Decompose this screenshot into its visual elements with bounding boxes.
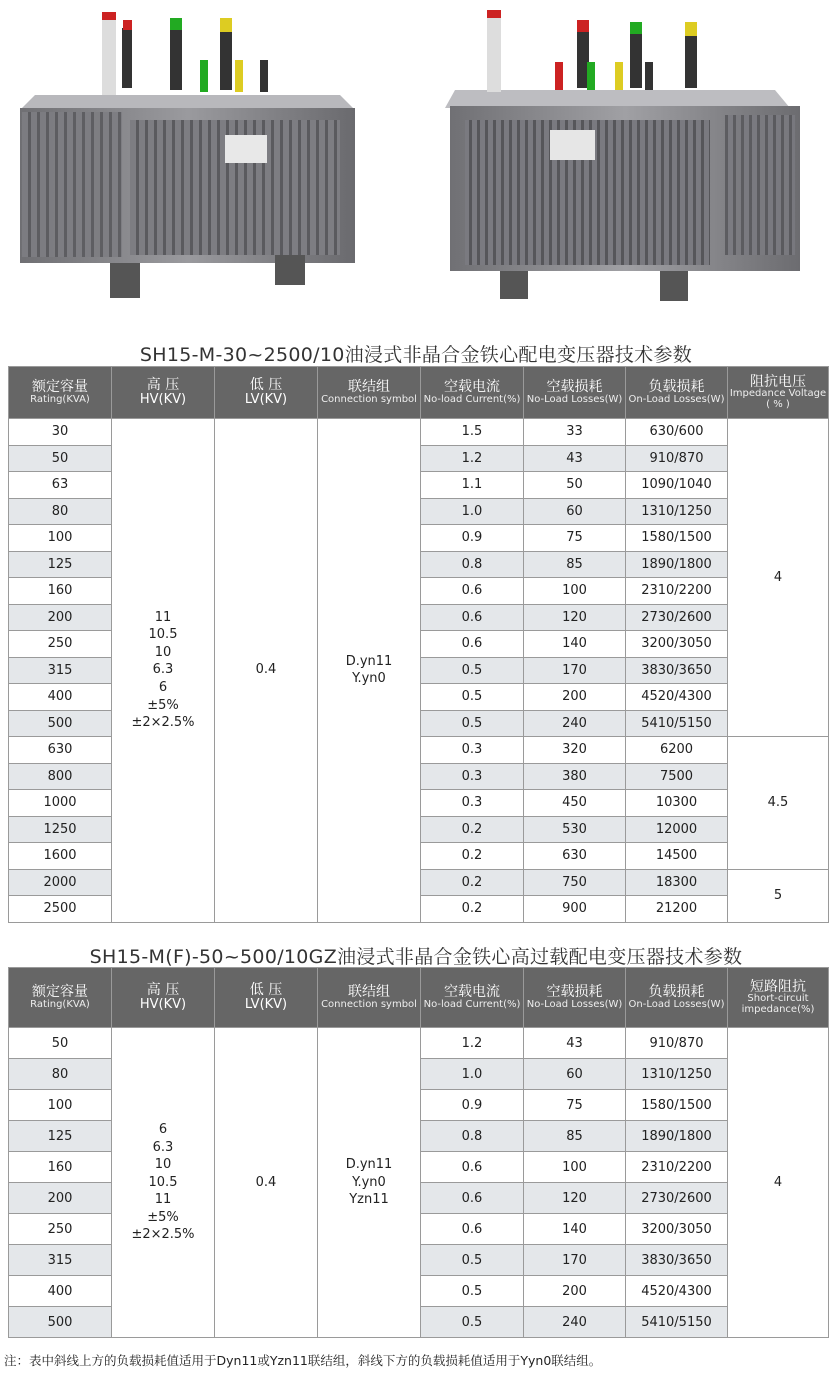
transformer-photo-right — [445, 0, 805, 320]
onload-losses-cell: 5410/5150 — [626, 710, 728, 737]
noload-current-cell: 1.0 — [421, 1059, 524, 1090]
table1-header-row — [9, 367, 829, 419]
hv-cell-line: 11 — [154, 609, 172, 625]
header-noload-losses: 空载损耗 No-Load Losses(W) — [524, 367, 626, 419]
connection-cell-line: Y.yn0 — [352, 1174, 386, 1190]
hv-cell-line: 6 — [158, 680, 168, 696]
header-impedance: 阻抗电压 Impedance Voltage ( % ) — [728, 367, 829, 419]
hv-cell-line: 10.5 — [148, 627, 178, 643]
impedance-cell: 4.5 — [728, 737, 829, 870]
onload-losses-cell: 1310/1250 — [626, 498, 728, 525]
noload-current-cell: 0.3 — [421, 790, 524, 817]
header-noload-current: 空载电流 No-load Current(%) — [421, 968, 524, 1028]
noload-current-cell: 0.5 — [421, 1307, 524, 1338]
hv-cell-line: 10.5 — [148, 1174, 178, 1190]
connection-cell-line: Y.yn0 — [352, 671, 386, 687]
impedance-cell: 5 — [728, 869, 829, 922]
rating-cell: 160 — [9, 578, 112, 605]
onload-losses-cell: 10300 — [626, 790, 728, 817]
header-noload-current: 空载电流 No-load Current(%) — [421, 367, 524, 419]
rating-cell: 400 — [9, 1276, 112, 1307]
noload-current-cell: 0.6 — [421, 1183, 524, 1214]
rating-cell: 125 — [9, 1121, 112, 1152]
header-onload-losses: 负载损耗 On-Load Losses(W) — [626, 367, 728, 419]
onload-losses-cell: 1090/1040 — [626, 472, 728, 499]
onload-losses-cell: 2310/2200 — [626, 1152, 728, 1183]
spec-table-2 — [8, 967, 829, 1338]
hv-cell-line: ±2×2.5% — [131, 1227, 195, 1243]
onload-losses-cell: 910/870 — [626, 445, 728, 472]
noload-current-cell: 1.2 — [421, 1028, 524, 1059]
noload-current-cell: 0.2 — [421, 869, 524, 896]
connection-cell-line: Yzn11 — [349, 1192, 389, 1208]
onload-losses-cell: 630/600 — [626, 419, 728, 446]
connection-cell — [318, 1028, 421, 1338]
header-connection: 联结组 Connection symbol — [318, 968, 421, 1028]
noload-losses-cell: 240 — [524, 1307, 626, 1338]
noload-losses-cell: 75 — [524, 1090, 626, 1121]
onload-losses-cell: 1580/1500 — [626, 525, 728, 552]
noload-current-cell: 0.8 — [421, 551, 524, 578]
header-noload-losses: 空载损耗 No-Load Losses(W) — [524, 968, 626, 1028]
rating-cell: 200 — [9, 604, 112, 631]
noload-current-cell: 0.9 — [421, 1090, 524, 1121]
transformer-photo-left — [10, 0, 360, 320]
noload-current-cell: 0.6 — [421, 1152, 524, 1183]
noload-current-cell: 0.6 — [421, 1214, 524, 1245]
rating-cell: 1600 — [9, 843, 112, 870]
noload-current-cell: 0.3 — [421, 737, 524, 764]
rating-cell: 80 — [9, 1059, 112, 1090]
header-lv: 低 压 LV(KV) — [215, 968, 318, 1028]
rating-cell: 250 — [9, 631, 112, 658]
connection-cell-line: D.yn11 — [345, 1157, 393, 1173]
rating-cell: 630 — [9, 737, 112, 764]
hv-cell-line: 6 — [158, 1122, 168, 1138]
spec-table-1 — [8, 366, 829, 923]
onload-losses-cell: 1890/1800 — [626, 1121, 728, 1152]
onload-losses-cell: 4520/4300 — [626, 1276, 728, 1307]
impedance-cell: 4 — [728, 1028, 829, 1338]
noload-losses-cell: 43 — [524, 1028, 626, 1059]
noload-losses-cell: 140 — [524, 1214, 626, 1245]
table-row — [9, 419, 829, 446]
hv-cell-line: 11 — [154, 1192, 172, 1208]
connection-cell-line: D.yn11 — [345, 653, 393, 669]
hv-cell-line: 6.3 — [152, 1139, 174, 1155]
rating-cell: 125 — [9, 551, 112, 578]
onload-losses-cell: 5410/5150 — [626, 1307, 728, 1338]
noload-losses-cell: 630 — [524, 843, 626, 870]
rating-cell: 1250 — [9, 816, 112, 843]
rating-cell: 30 — [9, 419, 112, 446]
rating-cell: 50 — [9, 1028, 112, 1059]
noload-losses-cell: 240 — [524, 710, 626, 737]
rating-cell: 80 — [9, 498, 112, 525]
noload-current-cell: 1.2 — [421, 445, 524, 472]
rating-cell: 100 — [9, 1090, 112, 1121]
header-rating: 额定容量 Rating(KVA) — [9, 367, 112, 419]
noload-losses-cell: 380 — [524, 763, 626, 790]
header-rating: 额定容量 Rating(KVA) — [9, 968, 112, 1028]
hv-cell-line: 10 — [154, 644, 172, 660]
rating-cell: 2000 — [9, 869, 112, 896]
noload-losses-cell: 200 — [524, 684, 626, 711]
noload-losses-cell: 750 — [524, 869, 626, 896]
header-connection: 联结组 Connection symbol — [318, 367, 421, 419]
onload-losses-cell: 910/870 — [626, 1028, 728, 1059]
rating-cell: 250 — [9, 1214, 112, 1245]
rating-cell: 400 — [9, 684, 112, 711]
noload-current-cell: 0.2 — [421, 816, 524, 843]
noload-current-cell: 0.5 — [421, 710, 524, 737]
hv-cell-line: ±5% — [147, 1209, 179, 1225]
noload-current-cell: 0.5 — [421, 657, 524, 684]
rating-cell: 500 — [9, 1307, 112, 1338]
rating-cell: 315 — [9, 1245, 112, 1276]
table2-header-row — [9, 968, 829, 1028]
noload-losses-cell: 900 — [524, 896, 626, 923]
onload-losses-cell: 1580/1500 — [626, 1090, 728, 1121]
onload-losses-cell: 4520/4300 — [626, 684, 728, 711]
noload-losses-cell: 85 — [524, 1121, 626, 1152]
noload-losses-cell: 50 — [524, 472, 626, 499]
table2-title: SH15-M(F)-50~500/10GZ油浸式非晶合金铁心高过载配电变压器技术参数 — [89, 946, 743, 968]
noload-losses-cell: 85 — [524, 551, 626, 578]
noload-losses-cell: 120 — [524, 604, 626, 631]
noload-current-cell: 0.5 — [421, 684, 524, 711]
hv-cell-line: ±2×2.5% — [131, 715, 195, 731]
onload-losses-cell: 7500 — [626, 763, 728, 790]
onload-losses-cell: 3200/3050 — [626, 631, 728, 658]
header-hv: 高 压 HV(KV) — [112, 968, 215, 1028]
rating-cell: 160 — [9, 1152, 112, 1183]
hv-cell-line: 6.3 — [152, 662, 174, 678]
lv-cell: 0.4 — [215, 419, 318, 923]
rating-cell: 100 — [9, 525, 112, 552]
noload-current-cell: 0.8 — [421, 1121, 524, 1152]
onload-losses-cell: 2310/2200 — [626, 578, 728, 605]
table1-title: SH15-M-30~2500/10油浸式非晶合金铁心配电变压器技术参数 — [139, 344, 693, 366]
onload-losses-cell: 14500 — [626, 843, 728, 870]
noload-losses-cell: 200 — [524, 1276, 626, 1307]
impedance-cell: 4 — [728, 419, 829, 737]
hv-cell-line: 10 — [154, 1157, 172, 1173]
onload-losses-cell: 21200 — [626, 896, 728, 923]
noload-losses-cell: 75 — [524, 525, 626, 552]
noload-current-cell: 0.6 — [421, 578, 524, 605]
onload-losses-cell: 18300 — [626, 869, 728, 896]
onload-losses-cell: 3830/3650 — [626, 1245, 728, 1276]
rating-cell: 63 — [9, 472, 112, 499]
rating-cell: 200 — [9, 1183, 112, 1214]
noload-losses-cell: 100 — [524, 578, 626, 605]
rating-cell: 315 — [9, 657, 112, 684]
footnote: 注：表中斜线上方的负载损耗值适用于Dyn11或Yzn11联结组，斜线下方的负载损耗值适用于Yyn0联结组。 — [4, 1353, 602, 1368]
noload-losses-cell: 33 — [524, 419, 626, 446]
noload-current-cell: 0.5 — [421, 1276, 524, 1307]
rating-cell: 800 — [9, 763, 112, 790]
rating-cell: 500 — [9, 710, 112, 737]
onload-losses-cell: 1310/1250 — [626, 1059, 728, 1090]
noload-losses-cell: 120 — [524, 1183, 626, 1214]
connection-cell — [318, 419, 421, 923]
noload-losses-cell: 530 — [524, 816, 626, 843]
noload-losses-cell: 60 — [524, 1059, 626, 1090]
noload-losses-cell: 450 — [524, 790, 626, 817]
header-lv: 低 压 LV(KV) — [215, 367, 318, 419]
hv-cell-line: ±5% — [147, 697, 179, 713]
noload-current-cell: 1.5 — [421, 419, 524, 446]
onload-losses-cell: 3830/3650 — [626, 657, 728, 684]
noload-losses-cell: 60 — [524, 498, 626, 525]
noload-current-cell: 0.3 — [421, 763, 524, 790]
noload-current-cell: 0.6 — [421, 604, 524, 631]
onload-losses-cell: 3200/3050 — [626, 1214, 728, 1245]
noload-losses-cell: 100 — [524, 1152, 626, 1183]
onload-losses-cell: 1890/1800 — [626, 551, 728, 578]
rating-cell: 50 — [9, 445, 112, 472]
noload-current-cell: 0.2 — [421, 843, 524, 870]
onload-losses-cell: 2730/2600 — [626, 1183, 728, 1214]
noload-current-cell: 0.2 — [421, 896, 524, 923]
product-photos — [0, 0, 832, 330]
onload-losses-cell: 6200 — [626, 737, 728, 764]
header-onload-losses: 负载损耗 On-Load Losses(W) — [626, 968, 728, 1028]
hv-cell — [112, 419, 215, 923]
noload-current-cell: 0.5 — [421, 1245, 524, 1276]
header-short-circuit-impedance: 短路阻抗 Short-circuit impedance(%) — [728, 968, 829, 1028]
onload-losses-cell: 12000 — [626, 816, 728, 843]
lv-cell: 0.4 — [215, 1028, 318, 1338]
noload-losses-cell: 170 — [524, 1245, 626, 1276]
noload-current-cell: 1.0 — [421, 498, 524, 525]
header-hv: 高 压 HV(KV) — [112, 367, 215, 419]
noload-current-cell: 1.1 — [421, 472, 524, 499]
noload-losses-cell: 170 — [524, 657, 626, 684]
noload-losses-cell: 43 — [524, 445, 626, 472]
onload-losses-cell: 2730/2600 — [626, 604, 728, 631]
noload-losses-cell: 140 — [524, 631, 626, 658]
noload-current-cell: 0.9 — [421, 525, 524, 552]
noload-current-cell: 0.6 — [421, 631, 524, 658]
rating-cell: 2500 — [9, 896, 112, 923]
hv-cell — [112, 1028, 215, 1338]
rating-cell: 1000 — [9, 790, 112, 817]
table-row — [9, 1028, 829, 1059]
noload-losses-cell: 320 — [524, 737, 626, 764]
